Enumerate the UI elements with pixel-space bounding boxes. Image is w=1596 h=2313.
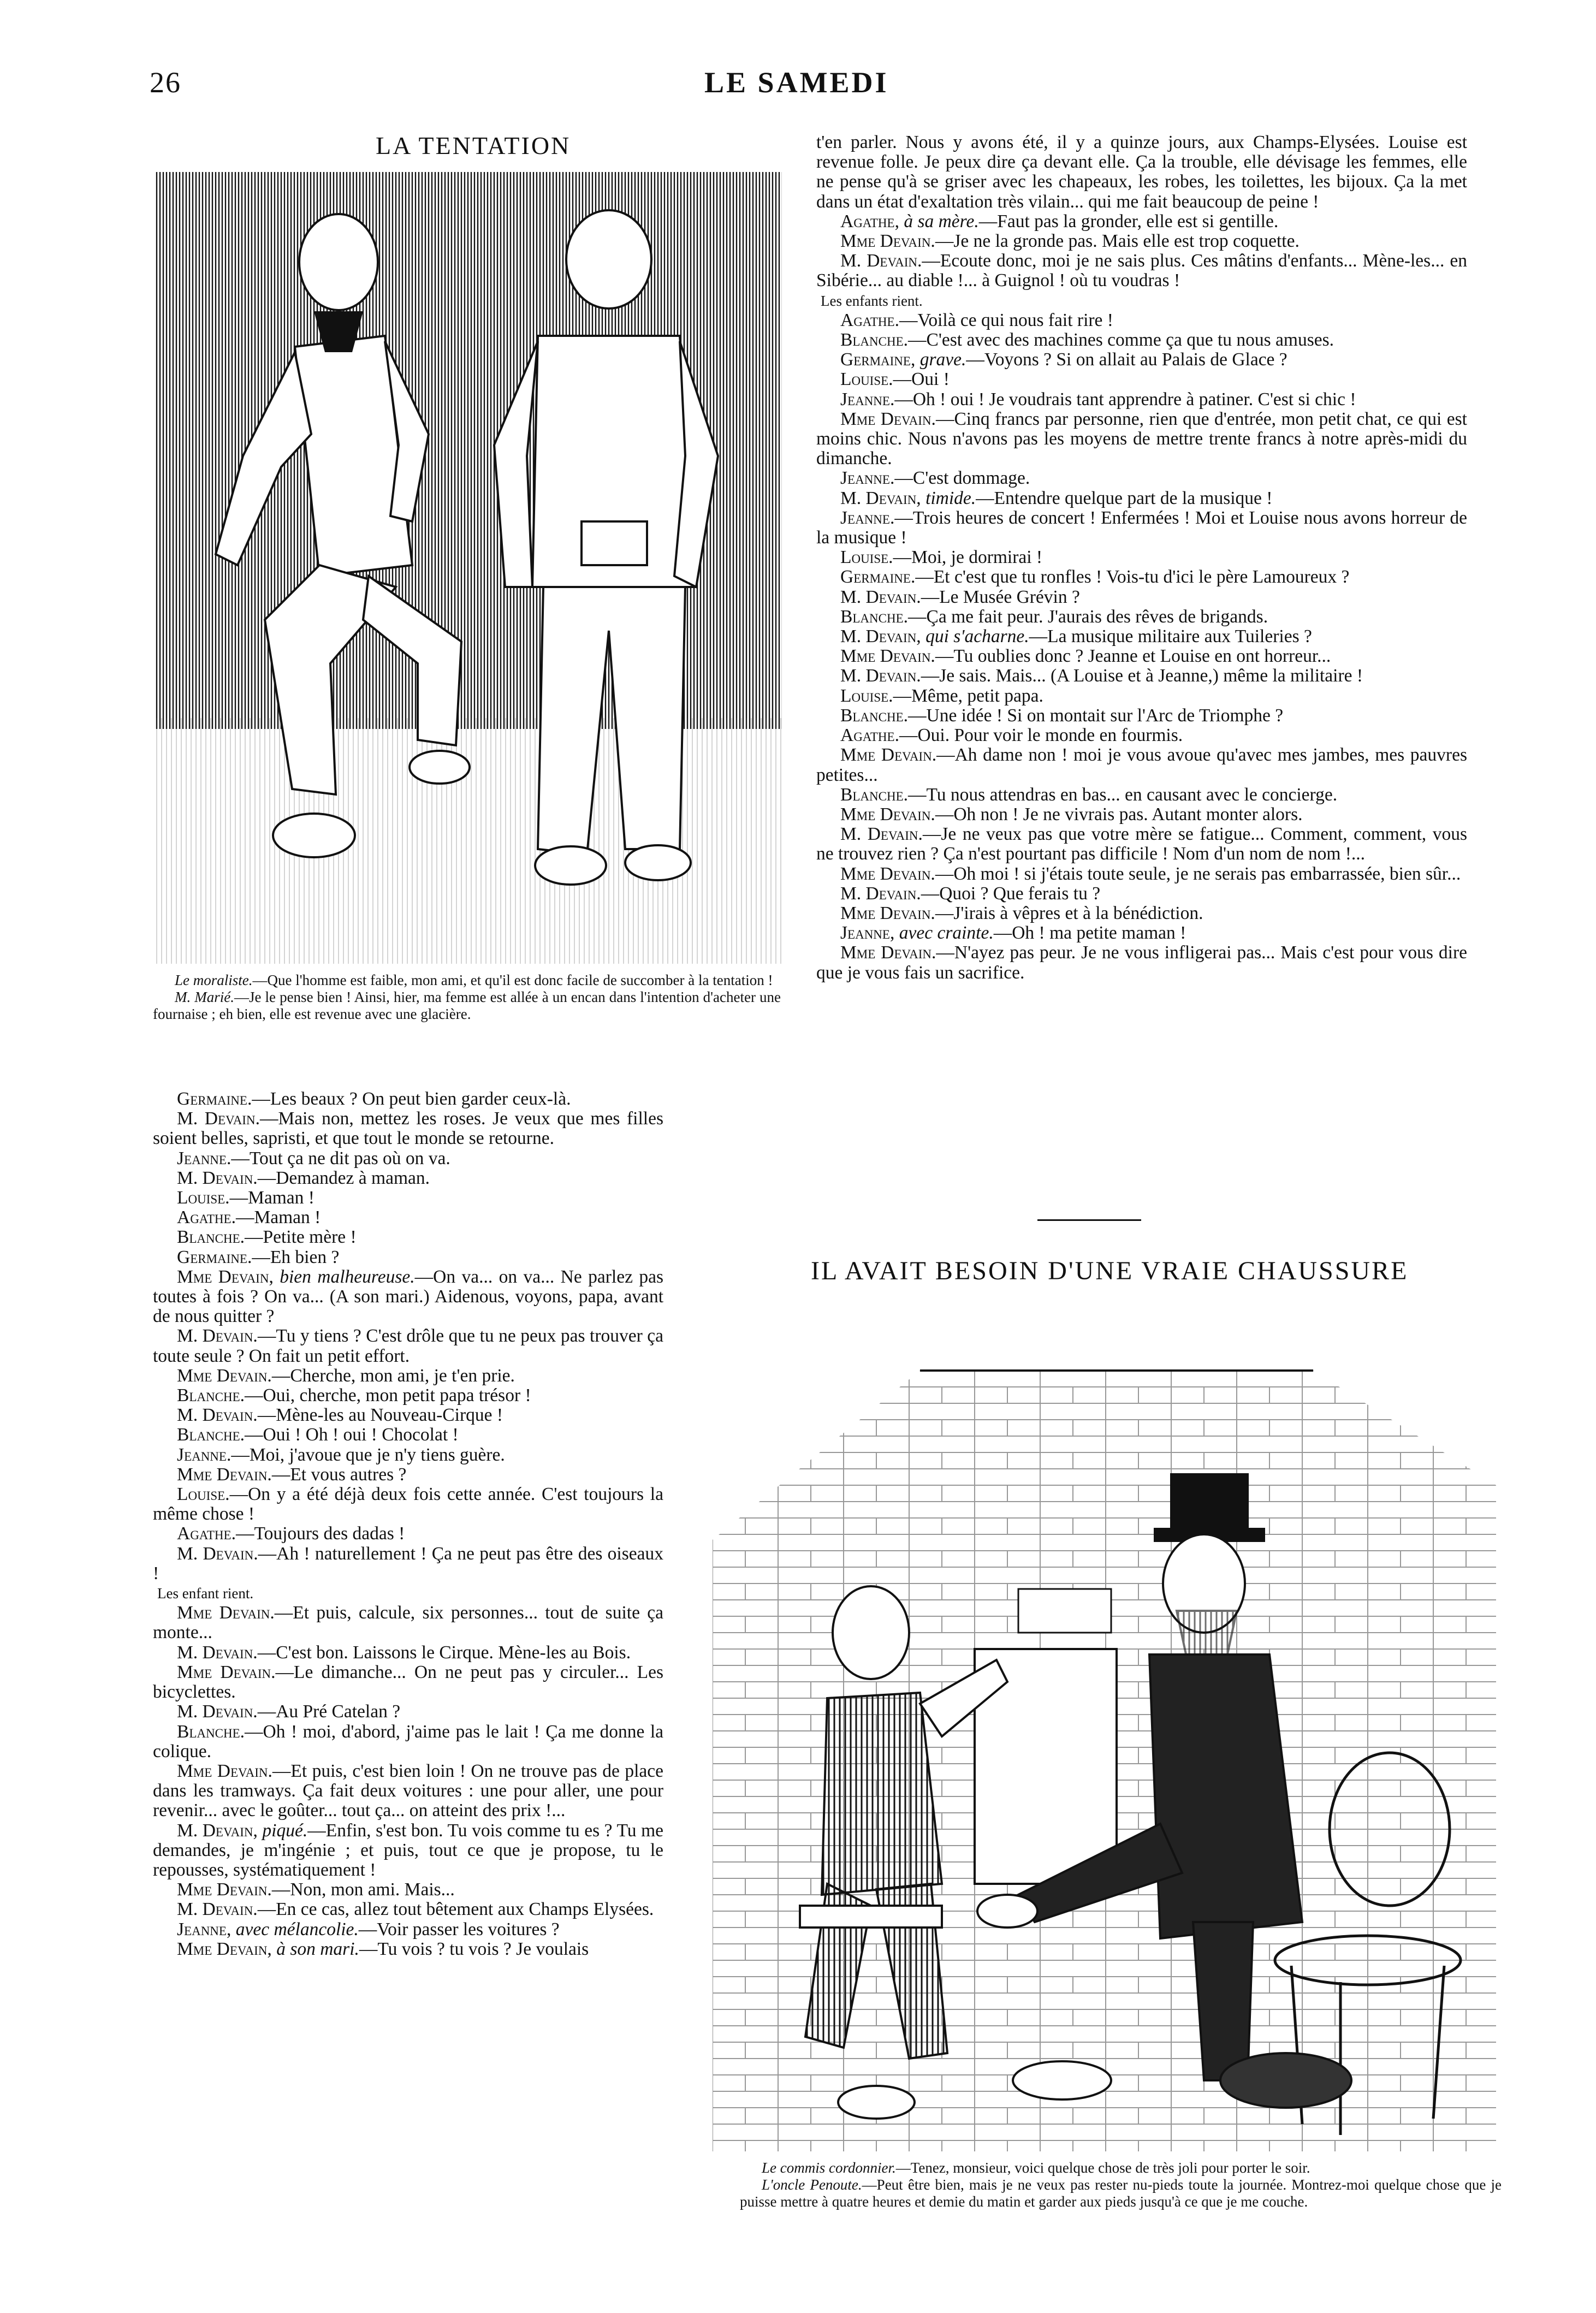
- dialogue-line: [816, 627, 1467, 647]
- dialogue-text: —Eh bien ?: [252, 1247, 340, 1267]
- speaker-name: Jeanne.: [177, 1148, 232, 1169]
- dialogue-text: —Oui ! Oh ! oui ! Chocolat !: [245, 1425, 459, 1445]
- speaker-name: Blanche.: [177, 1385, 245, 1406]
- speaker-name: Jeanne.: [840, 468, 895, 489]
- speaker-name: M. Devain.: [177, 1326, 258, 1347]
- dialogue-line: [153, 1227, 663, 1247]
- dialogue-text: —Et c'est que tu ronfles ! Vois-tu d'ici le père Lamoureux ?: [915, 567, 1350, 588]
- section-divider: [1037, 1219, 1141, 1221]
- speaker-name: M. Devain.: [840, 586, 921, 607]
- speaker-name: Jeanne.: [177, 1444, 232, 1465]
- dialogue-line: [816, 567, 1467, 587]
- dialogue-text: —Les beaux ? On peut bien garder ceux-là.: [252, 1089, 571, 1109]
- dialogue-text: —Cinq francs par personne, rien que d'entrée, mon petit chat, ce qui est moins chic. Nous n'avons pas les moyens de mettre trente francs à notre après-midi du dimanche.: [816, 408, 1467, 469]
- dialogue-line: [816, 548, 1467, 567]
- speaker-name: M. Devain.: [177, 1701, 258, 1722]
- dialogue-text: —Même, petit papa.: [893, 685, 1043, 706]
- dialogue-text: —Voilà ce qui nous fait rire !: [899, 310, 1113, 330]
- speaker-name: Mme Devain.: [840, 903, 935, 923]
- dialogue-text: —Mais non, mettez les roses. Je veux que mes filles soient belles, sapristi, et que tout le monde se retourne.: [153, 1108, 663, 1149]
- caption-text: —Que l'homme est faible, mon ami, et qu'il est donc facile de succomber à la tentation !: [252, 972, 773, 988]
- speaker-name: Mme Devain.: [840, 804, 935, 825]
- illustration-shoe-shop: [713, 1305, 1496, 2151]
- dialogue-text: —Non, mon ami. Mais...: [271, 1879, 455, 1900]
- caption-line: [153, 989, 781, 1023]
- caption-line: [740, 2176, 1502, 2210]
- dialogue-text: —Et vous autres ?: [271, 1464, 407, 1485]
- speaker-name: Mme Devain.: [840, 231, 935, 252]
- dialogue-line: [153, 1149, 663, 1169]
- dialogue-line: [153, 1920, 663, 1940]
- dialogue-line: [816, 923, 1467, 943]
- speaker-name: M. Devain.: [840, 251, 922, 271]
- caption-chaussure: [740, 2160, 1502, 2210]
- dialogue-text: —Tu vois ? tu vois ? Je voulais: [359, 1938, 589, 1959]
- stage-direction-inline: avec crainte.: [899, 923, 994, 944]
- dialogue-text: —C'est avec des machines comme ça que tu nous amuses.: [908, 330, 1334, 351]
- dialogue-text: —Demandez à maman.: [257, 1167, 430, 1188]
- stage-direction-inline: piqué.: [262, 1820, 308, 1841]
- speaker-name: Louise.: [177, 1188, 230, 1208]
- stage-direction-inline: avec mélancolie.: [235, 1919, 359, 1940]
- speaker-name: M. Devain,: [840, 626, 921, 647]
- dialogue-text: t'en parler. Nous y avons été, il y a quinze jours, aux Champs-Elysées. Louise est revenue folle. Je peux dire ça devant elle. Ça la trouble, elle dévisage les femmes, elle ne pense qu'à se griser avec les chapeaux, les robes, les toilettes, les bijoux. Ça la met dans un état d'exaltation très vilain... qui me fait beaucoup de peine !: [816, 132, 1467, 212]
- speaker-name: Blanche.: [840, 330, 908, 351]
- dialogue-text: —Oh ! ma petite maman !: [993, 923, 1186, 944]
- dialogue-line: [153, 1880, 663, 1900]
- caption-speaker: Le commis cordonnier.: [762, 2160, 896, 2176]
- dialogue-line: [816, 607, 1467, 627]
- dialogue-line: [816, 588, 1467, 607]
- speaker-name: Louise.: [840, 369, 893, 390]
- caption-text: —Tenez, monsieur, voici quelque chose de très joli pour porter le soir.: [895, 2160, 1310, 2176]
- speaker-name: M. Devain.: [177, 1405, 258, 1426]
- speaker-name: Germaine,: [840, 349, 916, 370]
- dialogue-line: [816, 350, 1467, 370]
- dialogue-line: [153, 1485, 663, 1524]
- dialogue-line: [816, 370, 1467, 389]
- dialogue-text: —Entendre quelque part de la musique !: [976, 488, 1273, 508]
- speaker-name: Mme Devain,: [177, 1266, 274, 1287]
- dialogue-line: [153, 1821, 663, 1881]
- dialogue-text: —Maman !: [229, 1188, 315, 1208]
- speaker-name: Mme Devain.: [177, 1464, 272, 1485]
- speaker-name: Mme Devain.: [840, 646, 935, 667]
- dialogue-line: [153, 1326, 663, 1366]
- dialogue-text: —Je sais. Mais... (A Louise et à Jeanne,) même la militaire !: [921, 666, 1363, 686]
- speaker-name: Blanche.: [840, 705, 908, 726]
- dialogue-text: —Ecoute donc, moi je ne sais plus. Ces mâtins d'enfants... Mène-les... en Sibérie... au diable !... à Guignol ! où tu voudras !: [816, 251, 1468, 291]
- dialogue-text: —Au Pré Catelan ?: [257, 1701, 401, 1722]
- speaker-name: Germaine.: [177, 1089, 252, 1109]
- dialogue-line: [816, 785, 1467, 805]
- dialogue-text: —Tu nous attendras en bas... en causant avec le concierge.: [908, 784, 1338, 805]
- dialogue-column-left: [153, 1089, 663, 1959]
- dialogue-line: [153, 1465, 663, 1485]
- speaker-name: Louise.: [177, 1484, 230, 1505]
- dialogue-text: —Toujours des dadas !: [235, 1523, 405, 1544]
- speaker-name: M. Devain.: [177, 1543, 258, 1564]
- speaker-name: Mme Devain.: [840, 942, 936, 963]
- dialogue-line: [153, 1940, 663, 1959]
- speaker-name: Agathe.: [177, 1523, 236, 1544]
- speaker-name: Agathe.: [840, 310, 899, 330]
- illustration-la-tentation: [156, 172, 782, 964]
- dialogue-text: —Oh non ! Je ne vivrais pas. Autant monter alors.: [935, 804, 1303, 825]
- speaker-name: Mme Devain.: [177, 1365, 272, 1386]
- dialogue-text: —Le dimanche... On ne peut pas y circuler... Les bicyclettes.: [153, 1662, 663, 1703]
- dialogue-text: —Oui !: [893, 369, 950, 390]
- speaker-name: Louise.: [840, 547, 893, 568]
- speaker-name: Agathe.: [840, 725, 899, 746]
- dialogue-line: [153, 1386, 663, 1405]
- dialogue-line: [816, 410, 1467, 469]
- stage-direction-inline: bien malheureuse.: [280, 1266, 415, 1287]
- dialogue-text: —Et puis, c'est bien loin ! On ne trouve pas de place dans les tramways. Ça fait deux voitures : une pour aller, une pour revenir... avec le goûter... tout ça... on atteint des prix !...: [153, 1760, 663, 1821]
- cartoon-title-chaussure: IL AVAIT BESOIN D'UNE VRAIE CHAUSSURE: [811, 1256, 1409, 1285]
- speaker-name: Mme Devain.: [840, 408, 936, 429]
- speaker-name: M. Devain.: [177, 1642, 258, 1663]
- speaker-name: M. Devain.: [840, 883, 921, 904]
- speaker-name: Jeanne.: [840, 389, 895, 410]
- dialogue-line: [816, 508, 1467, 548]
- dialogue-text: —Voir passer les voitures ?: [358, 1919, 560, 1940]
- dialogue-line: [153, 1445, 663, 1465]
- dialogue-text: —Une idée ! Si on montait sur l'Arc de Triomphe ?: [908, 705, 1284, 726]
- dialogue-text: —Petite mère !: [245, 1227, 357, 1248]
- dialogue-text: —Oh ! moi, d'abord, j'aime pas le lait ! Ça me donne la colique.: [153, 1721, 663, 1762]
- speaker-name: Mme Devain,: [177, 1938, 272, 1959]
- stage-direction: Les enfant rient.: [157, 1585, 254, 1602]
- dialogue-text: —On y a été déjà deux fois cette année. C'est toujours la même chose !: [153, 1484, 663, 1525]
- speaker-name: Blanche.: [177, 1721, 245, 1742]
- dialogue-line: [816, 904, 1467, 923]
- dialogue-line: [816, 647, 1467, 666]
- dialogue-line: [153, 1425, 663, 1445]
- speaker-name: Germaine.: [177, 1247, 252, 1267]
- dialogue-line: [816, 805, 1467, 825]
- dialogue-line: [153, 1208, 663, 1227]
- caption-speaker: Le moraliste.: [175, 972, 253, 988]
- dialogue-line: [153, 1188, 663, 1208]
- stage-direction-inline: à sa mère.: [904, 211, 979, 232]
- dialogue-text: —Je ne veux pas que votre mère se fatigue... Comment, comment, vous ne trouvez rien ? Ça n'est pourtant pas difficile ! Nom d'un nom de nom !...: [816, 824, 1467, 864]
- dialogue-line: [153, 1405, 663, 1425]
- dialogue-line: [816, 825, 1467, 864]
- dialogue-line: [153, 1544, 663, 1583]
- speaker-name: M. Devain,: [177, 1820, 258, 1841]
- dialogue-line: [816, 311, 1467, 330]
- speaker-name: Mme Devain.: [840, 863, 935, 884]
- dialogue-line: [816, 468, 1467, 488]
- dialogue-line: [153, 1109, 663, 1148]
- dialogue-text: —Ça me fait peur. J'aurais des rêves de brigands.: [908, 606, 1268, 627]
- dialogue-text: —Moi, je dormirai !: [893, 547, 1043, 568]
- dialogue-text: —Trois heures de concert ! Enfermées ! Moi et Louise nous avons horreur de la musique !: [816, 507, 1467, 548]
- dialogue-text: —La musique militaire aux Tuileries ?: [1029, 626, 1312, 647]
- dialogue-text: —Tout ça ne dit pas où on va.: [231, 1148, 450, 1169]
- dialogue-line: [816, 212, 1467, 232]
- dialogue-line: [816, 489, 1467, 508]
- page-number: 26: [150, 66, 181, 99]
- dialogue-text: —Ah dame non ! moi je vous avoue qu'avec mes jambes, mes pauvres petites...: [816, 745, 1467, 785]
- dialogue-text: —Ah ! naturellement ! Ça ne peut pas être des oiseaux !: [153, 1543, 663, 1583]
- dialogue-line: [153, 1267, 663, 1327]
- speaker-name: Blanche.: [177, 1425, 245, 1445]
- speaker-name: Louise.: [840, 685, 893, 706]
- stage-direction: Les enfants rient.: [821, 292, 923, 309]
- speaker-name: Mme Devain.: [177, 1603, 275, 1623]
- dialogue-text: —Oui. Pour voir le monde en fourmis.: [899, 725, 1183, 746]
- speaker-name: M. Devain.: [840, 824, 923, 845]
- dialogue-text: —Oh ! oui ! Je voudrais tant apprendre à patiner. C'est si chic !: [894, 389, 1356, 410]
- dialogue-line: [153, 1603, 663, 1642]
- dialogue-text: —Moi, j'avoue que je n'y tiens guère.: [231, 1444, 505, 1465]
- dialogue-text: —J'irais à vêpres et à la bénédiction.: [935, 903, 1203, 923]
- dialogue-line: [816, 390, 1467, 410]
- stage-direction-inline: qui s'acharne.: [925, 626, 1029, 647]
- caption-text: —Je le pense bien ! Ainsi, hier, ma femme est allée à un encan dans l'intention d'acheter une fournaise ; eh bien, elle est revenue avec une glacière.: [153, 989, 781, 1022]
- dialogue-text: —Cherche, mon ami, je t'en prie.: [271, 1365, 515, 1386]
- dialogue-line: [153, 1663, 663, 1702]
- speaker-name: Mme Devain.: [177, 1879, 272, 1900]
- dialogue-text: —Et puis, calcule, six personnes... tout de suite ça monte...: [153, 1603, 663, 1643]
- dialogue-line: [816, 864, 1467, 884]
- dialogue-text: —Tu oublies donc ? Jeanne et Louise en ont horreur...: [935, 646, 1331, 667]
- journal-title: LE SAMEDI: [704, 66, 889, 99]
- speaker-name: Jeanne.: [840, 507, 895, 528]
- speaker-name: M. Devain.: [177, 1108, 260, 1129]
- dialogue-text: —C'est dommage.: [894, 468, 1030, 489]
- speaker-name: Agathe.: [177, 1207, 236, 1228]
- speaker-name: M. Devain,: [840, 488, 921, 508]
- speaker-name: Blanche.: [840, 606, 908, 627]
- speaker-name: M. Devain.: [177, 1899, 258, 1920]
- dialogue-text: —Tu y tiens ? C'est drôle que tu ne peux pas trouver ça toute seule ? On fait un petit effort.: [153, 1326, 663, 1366]
- speaker-name: M. Devain.: [840, 666, 921, 686]
- dialogue-line: [816, 133, 1467, 212]
- speaker-name: Blanche.: [177, 1227, 245, 1248]
- stage-direction-inline: timide.: [925, 488, 976, 508]
- dialogue-line: [816, 726, 1467, 745]
- dialogue-text: —Faut pas la gronder, elle est si gentille.: [978, 211, 1279, 232]
- speaker-name: Agathe,: [840, 211, 899, 232]
- dialogue-line: [816, 330, 1467, 350]
- dialogue-text: —Maman !: [235, 1207, 321, 1228]
- cartoon-title-tentation: LA TENTATION: [376, 132, 571, 159]
- caption-text: —Peut être bien, mais je ne veux pas rester nu-pieds toute la journée. Montrez-moi quelque chose que je puisse mettre à quatre heures et demie du matin et garder aux pieds jusqu'à ce que je me couche.: [740, 2176, 1502, 2210]
- dialogue-text: —Le Musée Grévin ?: [921, 586, 1080, 607]
- caption-speaker: M. Marié.: [175, 989, 235, 1005]
- dialogue-line: [153, 1248, 663, 1267]
- dialogue-text: —N'ayez pas peur. Je ne vous infligerai pas... Mais c'est pour vous dire que je vous fais un sacrifice.: [816, 942, 1467, 983]
- dialogue-line: [153, 1366, 663, 1386]
- illustration-la-tentation-drawing: [156, 172, 782, 964]
- dialogue-line: [816, 232, 1467, 251]
- dialogue-text: —Quoi ? Que ferais tu ?: [921, 883, 1101, 904]
- dialogue-line: [816, 943, 1467, 982]
- dialogue-text: —On va... on va... Ne parlez pas toutes à fois ? On va... (A son mari.) Aidenous, voyons, papa, avant de nous quitter ?: [153, 1266, 663, 1327]
- dialogue-text: —C'est bon. Laissons le Cirque. Mène-les au Bois.: [257, 1642, 631, 1663]
- dialogue-line: [153, 1524, 663, 1544]
- caption-line: [153, 972, 781, 989]
- speaker-name: Jeanne,: [177, 1919, 232, 1940]
- dialogue-text: —En ce cas, allez tout bêtement aux Champs Elysées.: [257, 1899, 654, 1920]
- speaker-name: Mme Devain.: [177, 1662, 276, 1682]
- dialogue-line: [153, 1169, 663, 1188]
- dialogue-text: —Oui, cherche, mon petit papa trésor !: [245, 1385, 531, 1406]
- stage-direction-inline: à son mari.: [276, 1938, 359, 1959]
- dialogue-text: —Mène-les au Nouveau-Cirque !: [257, 1405, 503, 1426]
- dialogue-text: —Enfin, s'est bon. Tu vois comme tu es ? Tu me demandes, je m'ingénie ; et puis, tout ce que je propose, tu le repousses, systématiquement !: [153, 1820, 664, 1880]
- dialogue-line: [153, 1722, 663, 1762]
- dialogue-line: [816, 745, 1467, 785]
- dialogue-line: [816, 884, 1467, 904]
- dialogue-text: —Oh moi ! si j'étais toute seule, je ne serais pas embarrassée, bien sûr...: [935, 863, 1461, 884]
- stage-direction-inline: grave.: [919, 349, 966, 370]
- illustration-shoe-shop-drawing: [713, 1305, 1496, 2151]
- speaker-name: Mme Devain.: [840, 745, 937, 766]
- caption-speaker: L'oncle Penoute.: [762, 2176, 862, 2193]
- dialogue-line: [153, 1089, 663, 1109]
- speaker-name: Jeanne,: [840, 923, 895, 944]
- speaker-name: Mme Devain.: [177, 1760, 272, 1781]
- speaker-name: Germaine.: [840, 567, 916, 588]
- dialogue-text: —Voyons ? Si on allait au Palais de Glace ?: [966, 349, 1288, 370]
- dialogue-line: [816, 666, 1467, 686]
- dialogue-column-right: [816, 133, 1467, 983]
- dialogue-line: [816, 706, 1467, 726]
- dialogue-line: [816, 251, 1467, 290]
- caption-la-tentation: [153, 972, 781, 1023]
- speaker-name: M. Devain.: [177, 1167, 258, 1188]
- speaker-name: Blanche.: [840, 784, 908, 805]
- dialogue-line: [153, 1702, 663, 1722]
- dialogue-line: [816, 686, 1467, 706]
- dialogue-line: [153, 1900, 663, 1919]
- caption-line: [740, 2160, 1502, 2176]
- dialogue-text: —Je ne la gronde pas. Mais elle est trop coquette.: [935, 231, 1300, 252]
- dialogue-line: [153, 1643, 663, 1663]
- dialogue-line: [153, 1762, 663, 1821]
